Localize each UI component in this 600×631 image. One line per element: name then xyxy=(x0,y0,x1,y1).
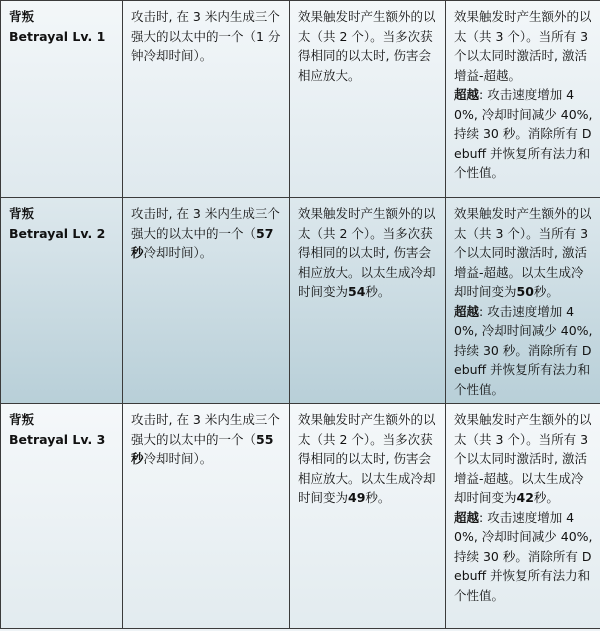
max-cooldown-unit: 秒。 xyxy=(533,284,559,299)
max-effect-intro: 效果触发时产生额外的以太（共 3 个）。当所有 3 个以太同时激活时, 激活增益-超越。以太生成冷却时间变为 xyxy=(454,412,592,505)
max-cooldown-unit: 秒。 xyxy=(533,490,559,505)
base-effect-text-end: 冷却时间）。 xyxy=(143,245,213,260)
max-effect-intro: 效果触发时产生额外的以太（共 3 个）。当所有 3 个以太同时激活时, 激活增益-超越。以太生成冷却时间变为 xyxy=(454,206,592,299)
max-cooldown-value: 50 xyxy=(516,284,534,299)
max-cooldown-value: 42 xyxy=(516,490,534,505)
upgrade-effect-text: 效果触发时产生额外的以太（共 2 个）。当多次获得相同的以太时, 伤害会相应放大。 xyxy=(298,206,436,280)
max-effect-cell xyxy=(446,1,600,198)
skill-name-cell xyxy=(1,198,123,404)
upgrade-effect-cell xyxy=(290,404,446,629)
cooldown-change-text: 以太生成冷却时间变为 xyxy=(298,264,436,299)
table-row xyxy=(1,198,600,404)
transcend-desc: : 攻击速度增加 40%, 冷却时间减少 40%, 持续 30 秒。消除所有 Debuff 并恢复所有法力和个性值。 xyxy=(454,303,593,397)
base-effect-text: 攻击时, 在 3 米内生成三个强大的以太中的一个（ xyxy=(131,412,280,447)
table-row xyxy=(1,1,600,198)
cooldown-value: 55 秒 xyxy=(131,431,274,466)
transcend-label: 超越 xyxy=(454,87,480,102)
cooldown-change-value: 54 xyxy=(348,284,366,299)
base-effect-cell xyxy=(123,404,290,629)
cooldown-change-text: 以太生成冷却时间变为 xyxy=(298,470,436,505)
upgrade-effect-cell xyxy=(290,198,446,404)
max-effect-cell xyxy=(446,198,600,404)
transcend-desc: : 攻击速度增加 40%, 冷却时间减少 40%, 持续 30 秒。消除所有 Debuff 并恢复所有法力和个性值。 xyxy=(454,87,593,180)
skill-name: 背叛 xyxy=(9,206,35,221)
base-effect-text-end: 冷却时间）。 xyxy=(143,451,213,466)
max-effect-intro: 效果触发时产生额外的以太（共 3 个）。当所有 3 个以太同时激活时, 激活增益-超越。 xyxy=(454,9,592,83)
base-effect-text: 攻击时, 在 3 米内生成三个强大的以太中的一个（1 分钟冷却时间）。 xyxy=(131,9,281,63)
skill-name: 背叛 xyxy=(9,9,35,24)
table-row xyxy=(1,404,600,629)
cooldown-change-unit: 秒。 xyxy=(365,284,391,299)
skill-level: Betrayal Lv. 1 xyxy=(9,28,106,44)
base-effect-cell xyxy=(123,198,290,404)
max-effect-cell xyxy=(446,404,600,629)
skill-level: Betrayal Lv. 3 xyxy=(9,431,106,447)
upgrade-effect-text: 效果触发时产生额外的以太（共 2 个）。当多次获得相同的以太时, 伤害会相应放大。 xyxy=(298,412,436,486)
transcend-desc: : 攻击速度增加 40%, 冷却时间减少 40%, 持续 30 秒。消除所有 Debuff 并恢复所有法力和个性值。 xyxy=(454,509,593,603)
skill-name-cell xyxy=(1,404,123,629)
skill-name: 背叛 xyxy=(9,412,35,427)
upgrade-effect-text: 效果触发时产生额外的以太（共 2 个）。当多次获得相同的以太时, 伤害会相应放大。 xyxy=(298,9,436,83)
cooldown-change-unit: 秒。 xyxy=(365,490,391,505)
transcend-label: 超越 xyxy=(454,303,480,319)
base-effect-text: 攻击时, 在 3 米内生成三个强大的以太中的一个（ xyxy=(131,206,280,241)
skill-level: Betrayal Lv. 2 xyxy=(9,225,106,241)
cooldown-change-value: 49 xyxy=(348,490,366,505)
upgrade-effect-cell xyxy=(290,1,446,198)
base-effect-cell xyxy=(123,1,290,198)
transcend-label: 超越 xyxy=(454,509,480,525)
cooldown-value: 57 秒 xyxy=(131,225,274,260)
skill-name-cell xyxy=(1,1,123,198)
